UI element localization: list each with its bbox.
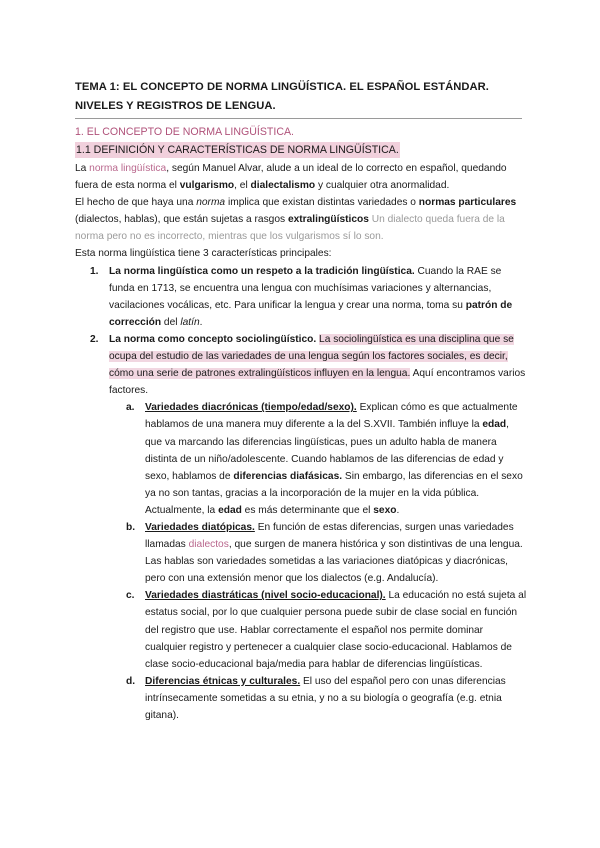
list-item: d. Diferencias étnicas y culturales. El uso del español pero con unas diferencias intrínsecamente sometidas a su etnia, y no a su biología o geografía (e.g. etnia gitana). xyxy=(126,675,506,721)
characteristics-list xyxy=(75,263,527,400)
factors-list xyxy=(75,399,527,724)
list-item: 2. La norma como concepto sociolingüístico. La sociolingüística es una disciplina que se ocupa del estudio de las variedades de una lengua según los factores sociales, es decir, cómo una serie de patrones extralingüísticos influyen en la lengua. Aquí encontramos varios factores. xyxy=(90,333,526,397)
paragraph-norms: El hecho de que haya una norma implica que existan distintas variedades o normas particulares (dialectos, hablas), que están sujetas a rasgos extralingüísticos Un dialecto queda fuera de la norma pero no es incorrecto, mientras que los vulgarismos sí lo son. xyxy=(75,197,517,243)
section-1-heading: 1. EL CONCEPTO DE NORMA LINGÜÍSTICA. xyxy=(75,126,294,138)
section-1-1-heading: 1.1 DEFINICIÓN Y CARACTERÍSTICAS DE NORMA LINGÜÍSTICA. xyxy=(76,144,399,156)
title-divider xyxy=(75,118,522,119)
paragraph-characteristics-intro: Esta norma lingüística tiene 3 características principales: xyxy=(75,248,332,260)
list-item: b. Variedades diatópicas. En función de estas diferencias, surgen unas variedades llamadas dialectos, que surgen de manera histórica y son distintivas de una lengua. Las hablas son variedades sometidas a las variaciones diatópicas y diacrónicas, pero con una extensión menor que los dialectos (e.g. Andalucía). xyxy=(126,521,523,585)
paragraph-definition: La norma lingüística, según Manuel Alvar, alude a un ideal de lo correcto en español, quedando fuera de esta norma el vulgarismo, el dialectalismo y cualquier otra anormalidad. xyxy=(75,163,507,192)
list-item: c. Variedades diastráticas (nivel socio-educacional). La educación no está sujeta al estatus social, por lo que cualquier persona puede subir de clase social en función del registro que use. Hablar correctamente el español nos permite dominar cualquier registro y pertenecer a cualquier clase socio-educacional. Hablamos de clase socio-educacional baja/media para hablar de diferencias lingüísticas. xyxy=(126,590,527,670)
list-item: a. Variedades diacrónicas (tiempo/edad/sexo). Explican cómo es que actualmente hablamos de una manera muy diferente a la del S.XVII. También influye la edad, que va marcando las diferencias lingüísticas, pues un adulto habla de manera distinta de un niño/adolescente. Cuando hablamos de las diferencias de edad y sexo, hablamos de diferencias diafásicas. Sin embargo, las diferencias en el sexo ya no son tantas, gracias a la incorporación de la mujer en la vida pública. Actualmente, la edad es más determinante que el sexo. xyxy=(126,402,523,516)
list-item: 1. La norma lingüística como un respeto a la tradición lingüística. Cuando la RAE se funda en 1713, se encuentra una lengua con muchísimas variaciones y alternancias, vacilaciones vocálicas, etc. Para unificar la lengua y crear una norma, toma su patrón de corrección del latín. xyxy=(90,265,513,328)
document-body xyxy=(75,160,527,724)
document-title: TEMA 1: EL CONCEPTO DE NORMA LINGÜÍSTICA. EL ESPAÑOL ESTÁNDAR. NIVELES Y REGISTROS DE LENGUA. xyxy=(75,81,489,112)
